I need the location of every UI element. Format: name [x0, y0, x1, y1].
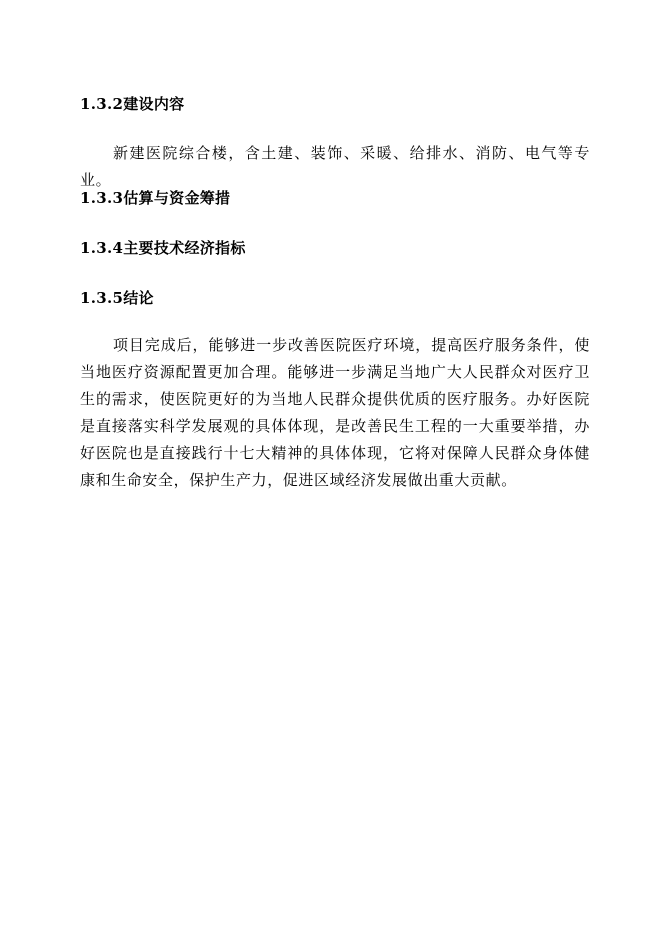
- section-heading-1-3-3: 1.3.3估算与资金筹措: [80, 189, 231, 207]
- section-paragraph-construction-content: 新建医院综合楼，含土建、装饰、采暖、给排水、消防、电气等专业。: [80, 144, 590, 189]
- section-heading-1-3-5: 1.3.5结论: [80, 289, 154, 307]
- section-heading-1-3-4: 1.3.4主要技术经济指标: [80, 239, 246, 257]
- section-paragraph-conclusion: 项目完成后，能够进一步改善医院医疗环境，提高医疗服务条件，使当地医疗资源配置更加合理。能够进一步满足当地广大人民群众对医疗卫生的需求，使医院更好的为当地人民群众提供优质的医疗服务。办好医院是直接落实科学发展观的具体体现，是改善民生工程的一大重要举措，办好医院也是直接践行十七大精神的具体体现，它将对保障人民群众身体健康和生命安全，保护生产力，促进区域经济发展做出重大贡献。: [80, 336, 590, 489]
- section-heading-1-3-2: 1.3.2建设内容: [80, 95, 185, 113]
